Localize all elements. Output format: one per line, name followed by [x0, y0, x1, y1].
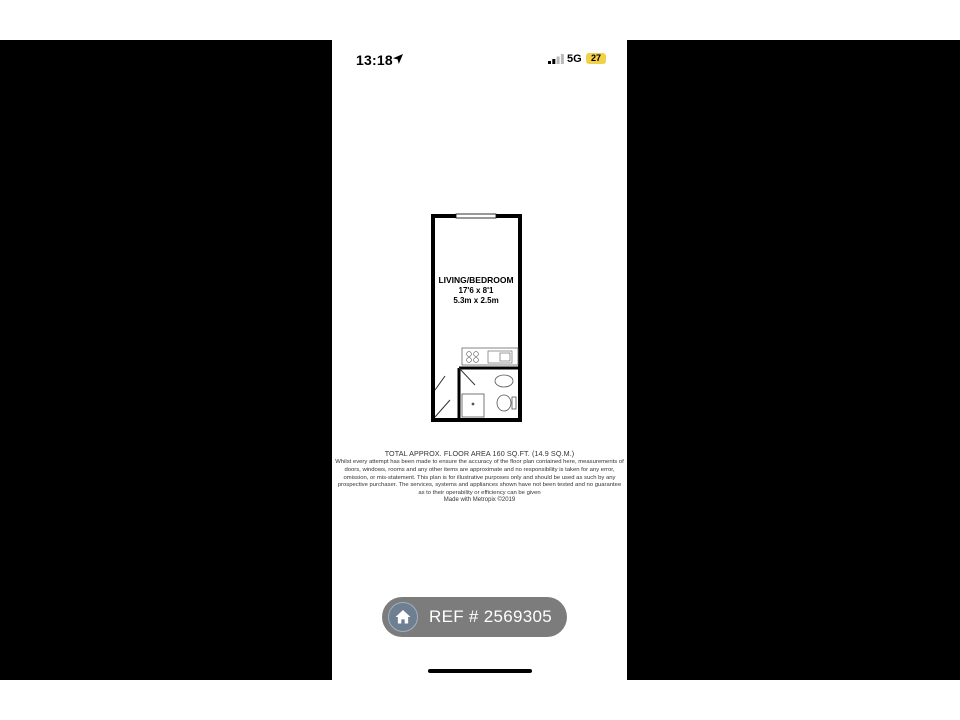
- network-type: 5G: [567, 53, 582, 65]
- toilet-icon: [497, 395, 511, 411]
- home-icon: [389, 603, 417, 631]
- right-letterbox: [627, 40, 960, 680]
- status-time: 13:18: [356, 52, 393, 68]
- bathroom-door: [459, 368, 475, 385]
- floor-plan-disclaimer: Whilst every attempt has been made to ensure the accuracy of the floor plan contained here, measurements of doors, windows, rooms and any other items are approximate and no responsibility is taken for any error, omission, or mis-statement. This plan is for illustrative purposes only and should be used as such by any prospective purchaser. The services, systems and appliances shown have not been tested and no guarantee as to their operability or efficiency can be given: [335, 459, 624, 497]
- bottom-margin: [0, 680, 960, 720]
- entrance-door-2: [435, 376, 445, 390]
- window: [456, 214, 496, 218]
- basin-icon: [495, 375, 513, 387]
- phone-screen: [332, 40, 627, 680]
- battery-indicator: 27: [586, 53, 606, 64]
- outer-wall: [433, 216, 520, 420]
- room-name: LIVING/BEDROOM: [438, 275, 514, 285]
- cellular-signal-icon: [548, 54, 564, 64]
- status-bar: [332, 40, 627, 80]
- shower-tray: [462, 394, 484, 417]
- room-dimensions-imperial: 17'6 x 8'1: [458, 286, 494, 295]
- home-indicator[interactable]: [428, 669, 532, 673]
- reference-badge[interactable]: [382, 597, 567, 637]
- home-icon-badge: [388, 602, 418, 632]
- sink-icon: [488, 351, 512, 363]
- left-letterbox: [0, 40, 332, 680]
- location-arrow-icon: [392, 53, 404, 65]
- metropix-credit: Made with Metropix ©2019: [443, 497, 516, 503]
- top-margin: [0, 0, 960, 40]
- room-dimensions-metric: 5.3m x 2.5m: [453, 296, 499, 305]
- entrance-door: [435, 400, 450, 417]
- total-floor-area: TOTAL APPROX. FLOOR AREA 160 SQ.FT. (14.9 SQ.M.): [384, 449, 575, 458]
- reference-number: REF # 2569305: [429, 607, 552, 626]
